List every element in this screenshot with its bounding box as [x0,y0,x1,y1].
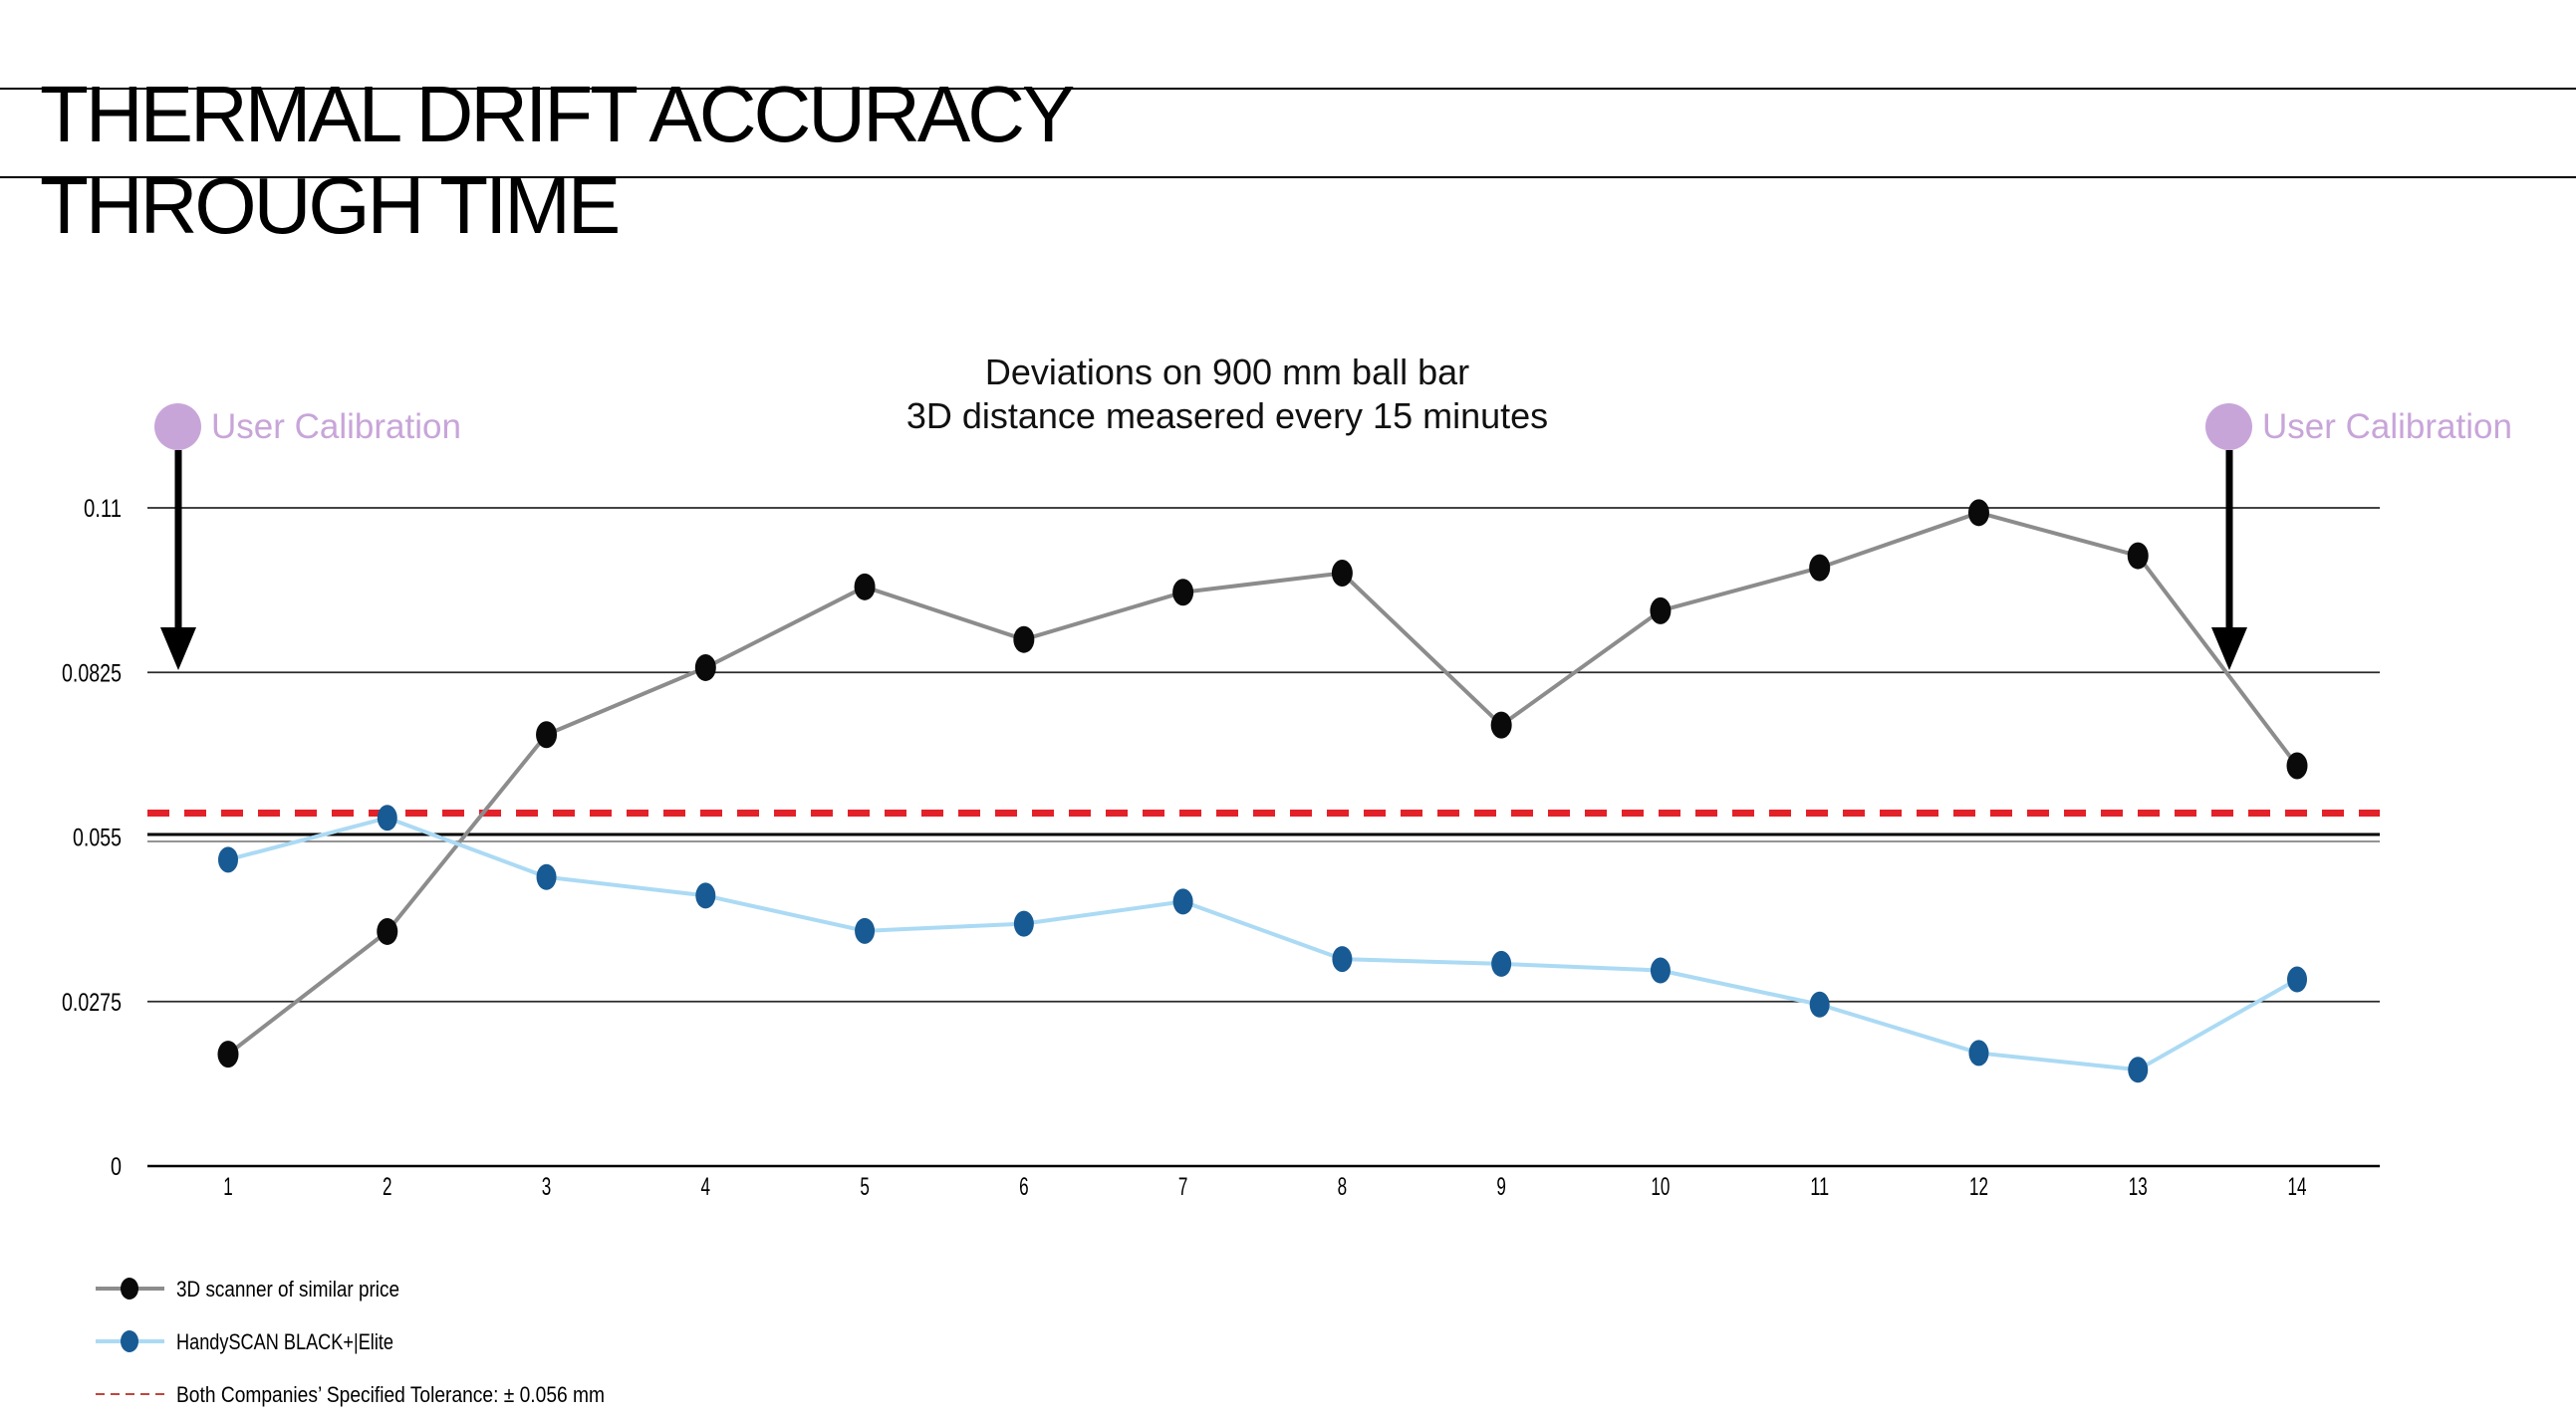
x-tick-label: 13 [2128,1173,2148,1201]
data-point [2128,1057,2148,1082]
legend-label-scanner: 3D scanner of similar price [176,1277,399,1302]
data-point [1014,911,1034,937]
legend [96,1277,605,1407]
data-point [2128,543,2149,570]
chart-title-line2: 3D distance measered every 15 minutes [905,395,1549,436]
arrow-head-icon [160,627,196,670]
y-tick-label: 0.0275 [62,988,122,1017]
data-point [855,574,876,600]
data-point [1651,958,1671,984]
data-point [2287,752,2308,779]
x-tick-label: 8 [1337,1173,1348,1201]
data-point [1332,560,1353,587]
data-series [218,499,2308,1082]
y-tick-label: 0.0825 [62,659,122,688]
x-tick-label: 14 [2287,1173,2307,1201]
data-point [377,918,397,945]
series-line-1 [228,818,2297,1069]
data-point [855,918,875,944]
y-tick-label: 0 [111,1153,122,1181]
x-tick-label: 3 [541,1173,552,1201]
x-tick-label: 7 [1177,1173,1188,1201]
data-point [2287,967,2307,993]
data-point [1810,992,1830,1018]
legend-swatch-dot-handyscan [121,1330,138,1352]
data-point [536,721,557,748]
chart-title-line1: Deviations on 900 mm ball bar [984,352,1470,392]
x-tick-label: 10 [1651,1173,1671,1201]
data-point [1491,951,1511,977]
arrow-head-icon [2211,627,2247,670]
data-point [1173,888,1193,914]
data-point [695,654,716,681]
data-point [695,882,715,908]
data-point [218,1041,239,1067]
x-tick-label: 5 [860,1173,870,1201]
user-calibration-label-left: User Calibration [211,407,461,446]
y-tick-label: 0.11 [84,495,122,524]
page-title-line1: THERMAL DRIFT ACCURACY [40,70,1073,158]
legend-swatch-dot-scanner [121,1278,138,1300]
user-calibration-label-right: User Calibration [2262,407,2512,446]
x-tick-label: 1 [223,1173,233,1201]
legend-label-handyscan: HandySCAN BLACK+|Elite [176,1329,393,1354]
calibration-arrow-icons [160,450,2247,670]
data-point [1650,597,1671,624]
legend-label-tolerance: Both Companies’ Specified Tolerance: ± 0.056 mm [176,1382,605,1407]
data-point [537,864,557,890]
series-line-0 [228,513,2297,1055]
data-point [1332,946,1352,972]
data-point [1809,555,1830,582]
data-point [1491,712,1512,739]
data-point [1968,499,1989,526]
x-tick-label: 11 [1810,1173,1830,1201]
data-point [378,805,397,830]
data-point [1968,1040,1988,1066]
page-title-line2: THROUGH TIME [40,161,619,250]
x-tick-label: 9 [1496,1173,1506,1201]
x-tick-label: 4 [700,1173,711,1201]
data-point [218,846,238,872]
y-tick-label: 0.055 [73,824,122,852]
data-point [1172,579,1193,605]
x-tick-label: 2 [383,1173,392,1201]
gridlines [147,508,2380,1166]
data-point [1013,626,1034,653]
x-tick-label: 6 [1019,1173,1029,1201]
x-tick-label: 12 [1968,1173,1988,1201]
